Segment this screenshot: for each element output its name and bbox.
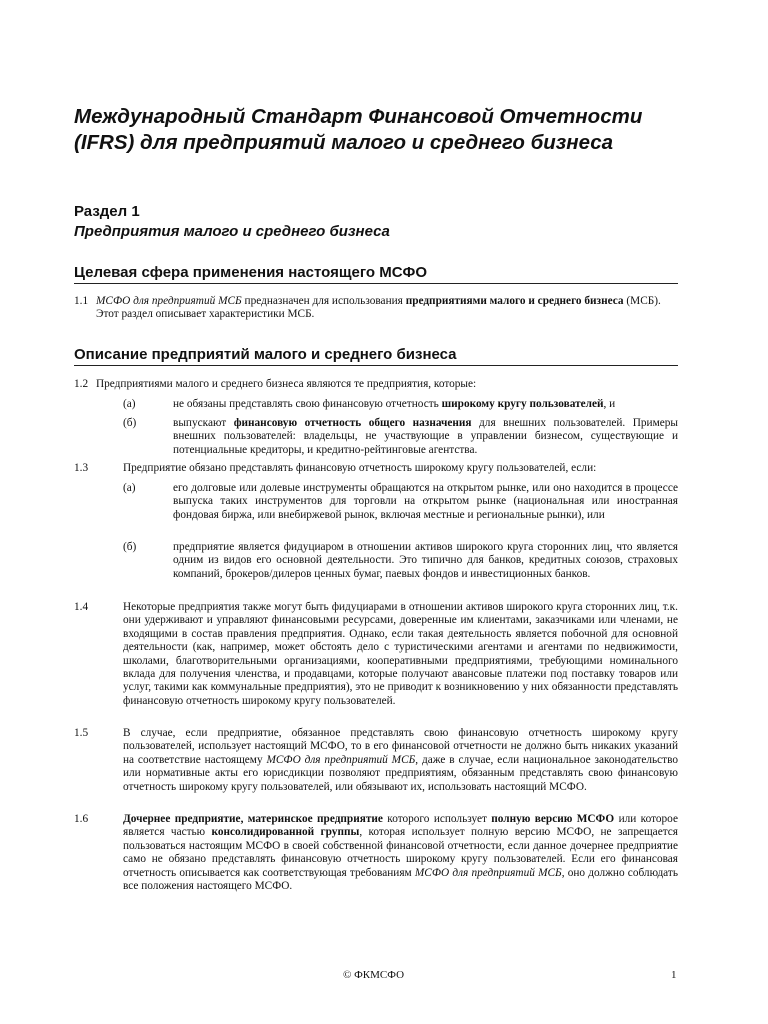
paragraph-1-5 xyxy=(74,727,678,807)
paragraph-number: 1.5 xyxy=(74,727,89,739)
paragraph-1-1 xyxy=(74,295,678,325)
heading-description: Описание предприятий малого и среднего бизнеса xyxy=(74,346,678,366)
paragraph-number: 1.3 xyxy=(74,462,89,474)
document-title: Международный Стандарт Финансовой Отчетности (IFRS) для предприятий малого и среднего бизнеса xyxy=(74,105,643,154)
paragraph-1-3 xyxy=(74,462,678,476)
paragraph-number: 1.4 xyxy=(74,601,89,613)
footer-copyright: © ФКМСФО xyxy=(343,969,405,981)
paragraph-number: 1.2 xyxy=(74,378,89,390)
section-subtitle: Предприятия малого и среднего бизнеса xyxy=(74,223,390,240)
paragraph-1-2 xyxy=(74,378,678,392)
paragraph-body: Предприятиями малого и среднего бизнеса являются те предприятия, которые: xyxy=(96,378,477,390)
paragraph-1-6 xyxy=(74,813,678,893)
paragraph-number: 1.6 xyxy=(74,813,89,825)
paragraph-body: Некоторые предприятия также могут быть фидуциарами в отношении активов широкого круга сторонних лиц, т.к. они удерживают и управляют финансовыми ресурсами, доверенные им клиентами, заказчиками или членами, не входящими в состав правления предприятия. Однако, если такая деятельность является побочной для основной деятельности (как, например, может обстоять дело с туристическими агентами и агентами по недвижимости, школами, благотворительными организациями, кооперативными предприятиями, требующими номинального вклада для получения членства, и продавцами, которые получают авансовые платежи под поставку товаров или услуг, такими как коммунальные предприятия), это не приводит к возникновению у них обязанности представлять финансовую отчетность широкому кругу пользователей. xyxy=(123,601,678,707)
paragraph-1-4 xyxy=(74,601,678,722)
heading-scope: Целевая сфера применения настоящего МСФО xyxy=(74,264,678,284)
paragraph-body: Дочернее предприятие, материнское предприятие которого использует полную версию МСФО или которое является частью консолидированной группы, которая использует полную версию МСФО, не запрещается пользоваться настоящим МСФО в своей собственной финансовой отчетности, если данное дочернее предприятие само не обязано представлять финансовую отчетность широкому кругу пользователей. Если его финансовая отчетность описывается как соответствующая требованиям МСФО для предприятий МСБ, оно должно соблюдать все положения настоящего МСФО. xyxy=(123,813,678,893)
paragraph-body: В случае, если предприятие, обязанное представлять свою финансовую отчетность широкому кругу пользователей, использует настоящий МСФО, то в его финансовой отчетности не должно быть никаких указаний на соответствие настоящему МСФО для предприятий МСБ, даже в случае, если национальное законодательство или нормативные акты его юрисдикции позволяют предприятиям, обязанным представлять свою финансовую отчетность широкому кругу пользователей, или обязывают их, использовать настоящий МСФО. xyxy=(123,727,678,793)
list-item: (а) не обязаны представлять свою финансовую отчетность широкому кругу пользователей, и xyxy=(123,398,616,410)
page-number: 1 xyxy=(671,969,677,981)
paragraph-body: Предприятие обязано представлять финансовую отчетность широкому кругу пользователей, если: xyxy=(123,462,597,474)
paragraph-body: МСФО для предприятий МСБ предназначен для использования предприятиями малого и среднего бизнеса (МСБ). Этот раздел описывает характеристики МСБ. xyxy=(96,295,661,321)
list-item: (б) выпускают финансовую отчетность общего назначения для внешних пользователей. Примеры внешних пользователей: владельцы, не участвующие в управлении бизнесом, существующие и потенциальные кредиторы, и кредитно-рейтинговые агентства. xyxy=(123,417,679,456)
list-item: (б) предприятие является фидуциаром в отношении активов широкого круга сторонних лиц, что является одним из видов его основной деятельности. Это типично для банков, кредитных союзов, страховых компаний, брокеров/дилеров ценных бумаг, паевых фондов и инвестиционных банков. xyxy=(123,541,678,580)
paragraph-number: 1.1 xyxy=(74,295,89,307)
list-item: (а) его долговые или долевые инструменты обращаются на открытом рынке, или оно находится в процессе выпуска таких инструментов для торговли на открытом рынке (национальная или иностранная фондовая биржа, или внебиржевой рынок, включая местные и региональные рынки), или xyxy=(123,482,678,521)
section-label: Раздел 1 xyxy=(74,203,140,220)
